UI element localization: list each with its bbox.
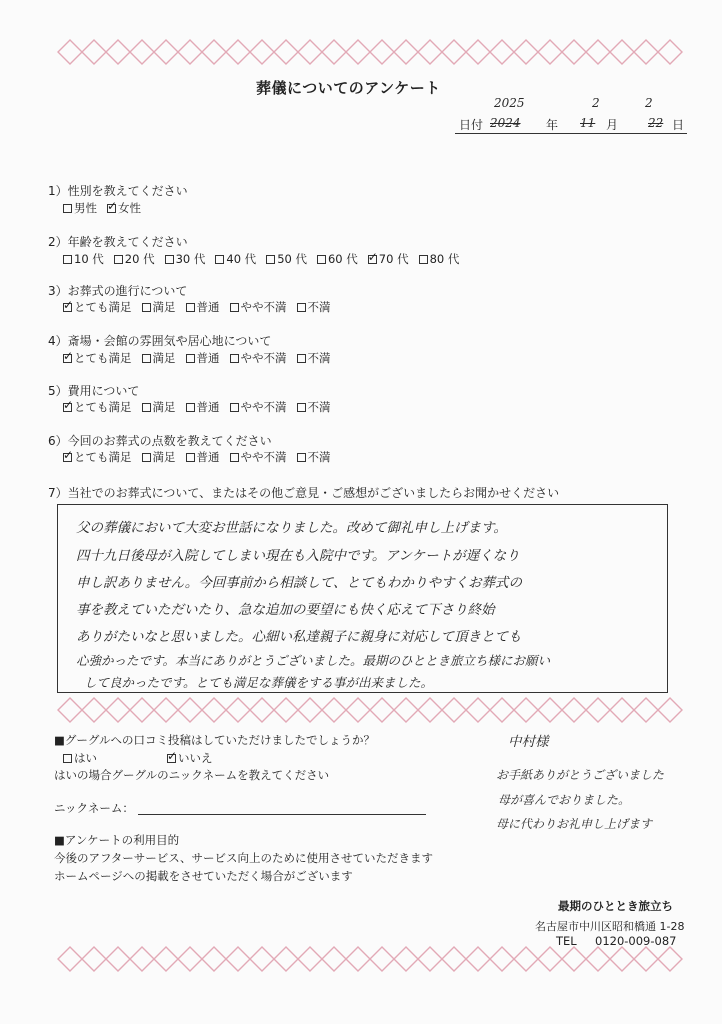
- comment-line: 父の葬儀において大変お世話になりました。改めて御礼申し上げます。: [76, 520, 507, 536]
- reply-line-2: 母が喜んでおりました。: [498, 793, 631, 807]
- option-label: 50 代: [277, 252, 307, 266]
- day-unit: 日: [672, 118, 685, 132]
- diamond-shape: [490, 947, 514, 971]
- diamond-shape: [610, 40, 634, 64]
- option-label: 不満: [307, 400, 331, 414]
- diamond-shape: [226, 698, 250, 722]
- google-yes-checkbox: [63, 754, 72, 763]
- diamond-shape: [538, 40, 562, 64]
- comment-line: 心強かったです。本当にありがとうございました。最期のひととき旅立ち様にお願い: [76, 653, 551, 668]
- option-label: 普通: [196, 450, 220, 464]
- diamond-shape: [250, 947, 274, 971]
- reply-line-1: お手紙ありがとうございました: [496, 768, 665, 782]
- diamond-shape: [442, 947, 466, 971]
- diamond-shape: [250, 40, 274, 64]
- option: [165, 251, 206, 267]
- option: [63, 251, 104, 267]
- option: [297, 399, 331, 415]
- q3-options: [63, 299, 341, 315]
- google-no-checkbox: [167, 754, 176, 763]
- option-label: やや不満: [240, 351, 287, 365]
- bottom-diamond-border: [0, 945, 722, 973]
- option-label: 満足: [152, 400, 176, 414]
- option: [215, 251, 256, 267]
- diamond-shape: [106, 947, 130, 971]
- comment-line: して良かったです。とても満足な葬儀をする事が出来ました。: [84, 675, 434, 690]
- diamond-shape: [418, 947, 442, 971]
- diamond-shape: [58, 698, 82, 722]
- option: [419, 251, 460, 267]
- option: [266, 251, 307, 267]
- month-unit: 月: [606, 118, 619, 132]
- google-options: [63, 750, 223, 766]
- option-label: 満足: [152, 450, 176, 464]
- option: [142, 350, 176, 366]
- option-label: とても満足: [74, 400, 132, 414]
- option-label: とても満足: [74, 351, 132, 365]
- diamond-shape: [490, 698, 514, 722]
- diamond-shape: [538, 698, 562, 722]
- option: [142, 399, 176, 415]
- diamond-shape: [586, 40, 610, 64]
- diamond-shape: [82, 947, 106, 971]
- diamond-shape: [250, 698, 274, 722]
- diamond-shape: [82, 40, 106, 64]
- option-label: とても満足: [74, 300, 132, 314]
- option: [142, 449, 176, 465]
- diamond-shape: [514, 947, 538, 971]
- option-label: 不満: [307, 351, 331, 365]
- option: [63, 200, 97, 216]
- option: [186, 350, 220, 366]
- q1-options: [63, 200, 151, 216]
- day-written: 2: [645, 96, 653, 110]
- date-label: 日付: [459, 118, 484, 132]
- checkbox: [230, 453, 239, 462]
- checkbox: [230, 303, 239, 312]
- checkbox: [266, 255, 275, 264]
- q1-label: 1）性別を教えてください: [48, 184, 188, 198]
- diamond-shape: [298, 698, 322, 722]
- comment-line: 四十九日後母が入院してしまい現在も入院中です。アンケートが遅くなり: [76, 548, 520, 564]
- diamond-shape: [82, 698, 106, 722]
- purpose-heading: ■アンケートの利用目的: [54, 833, 180, 847]
- diamond-shape: [58, 947, 82, 971]
- checkbox: [230, 403, 239, 412]
- q4-label: 4）斎場・会館の雰囲気や居心地について: [48, 334, 272, 348]
- q3-label: 3）お葬式の進行について: [48, 284, 188, 298]
- diamond-shape: [658, 40, 682, 64]
- option-label: 普通: [196, 300, 220, 314]
- q2-label: 2）年齢を教えてください: [48, 235, 188, 249]
- option: [317, 251, 358, 267]
- diamond-shape: [202, 698, 226, 722]
- diamond-shape: [514, 40, 538, 64]
- checkbox: [186, 453, 195, 462]
- diamond-shape: [610, 698, 634, 722]
- comment-line: 申し訳ありません。今回事前から相談して、とてもわかりやすくお葬式の: [76, 575, 523, 591]
- nickname-prompt: はいの場合グーグルのニックネームを教えてください: [54, 768, 330, 782]
- google-question: ■グーグルへの口コミ投稿はしていただけましたでしょうか？: [54, 733, 376, 747]
- checkbox: [63, 255, 72, 264]
- option: [230, 399, 287, 415]
- checkbox: [107, 204, 116, 213]
- option-label: 普通: [196, 400, 220, 414]
- option-label: とても満足: [74, 450, 132, 464]
- diamond-shape: [130, 698, 154, 722]
- diamond-shape: [178, 698, 202, 722]
- diamond-shape: [106, 40, 130, 64]
- month-written: 2: [592, 96, 600, 110]
- company-tel-label: TEL: [556, 934, 577, 948]
- option: [297, 449, 331, 465]
- reply-line-3: 母に代わりお礼申し上げます: [496, 817, 653, 831]
- company-name: 最期のひととき旅立ち: [558, 899, 673, 913]
- q5-label: 5）費用について: [48, 384, 140, 398]
- diamond-shape: [274, 40, 298, 64]
- diamond-shape: [466, 698, 490, 722]
- diamond-shape: [154, 947, 178, 971]
- checkbox: [297, 453, 306, 462]
- option-label: 満足: [152, 351, 176, 365]
- diamond-shape: [178, 947, 202, 971]
- option-label: 60 代: [327, 252, 358, 266]
- checkbox: [142, 453, 151, 462]
- diamond-shape: [634, 698, 658, 722]
- checkbox: [368, 255, 377, 264]
- diamond-shape: [658, 947, 682, 971]
- purpose-line-1: 今後のアフターサービス、サービス向上のために使用させていただきます: [54, 851, 434, 865]
- survey-title: 葬儀についてのアンケート: [256, 79, 441, 97]
- option-label: 不満: [307, 300, 331, 314]
- diamond-shape: [610, 947, 634, 971]
- checkbox: [186, 303, 195, 312]
- diamond-shape: [346, 40, 370, 64]
- option: [63, 299, 132, 315]
- year-struck: 2024: [490, 116, 521, 130]
- option: [186, 449, 220, 465]
- diamond-shape: [322, 698, 346, 722]
- diamond-shape: [370, 40, 394, 64]
- diamond-shape: [394, 698, 418, 722]
- google-yes-option: はい: [63, 750, 97, 766]
- checkbox: [63, 403, 72, 412]
- option-label: やや不満: [240, 300, 287, 314]
- diamond-shape: [394, 947, 418, 971]
- option: [186, 399, 220, 415]
- google-no-option: ✓ いいえ: [167, 750, 213, 766]
- comment-line: 事を教えていただいたり、急な追加の要望にも快く応えて下さり終始: [76, 602, 495, 618]
- checkbox: [297, 354, 306, 363]
- option: [230, 449, 287, 465]
- q2-options: [63, 251, 469, 267]
- diamond-shape: [346, 947, 370, 971]
- checkbox: [230, 354, 239, 363]
- option-label: 30 代: [175, 252, 206, 266]
- option-label: 女性: [118, 201, 141, 215]
- diamond-shape: [466, 40, 490, 64]
- diamond-shape: [538, 947, 562, 971]
- purpose-line-2: ホームページへの掲載をさせていただく場合がございます: [54, 869, 353, 883]
- date-underline: [455, 133, 687, 134]
- diamond-shape: [586, 698, 610, 722]
- nickname-label: ニックネーム：: [54, 801, 134, 815]
- diamond-shape: [178, 40, 202, 64]
- option: [114, 251, 155, 267]
- option-label: 40 代: [226, 252, 257, 266]
- checkbox: [419, 255, 428, 264]
- option: [63, 350, 132, 366]
- diamond-shape: [274, 698, 298, 722]
- comment-line: ありがたいなと思いました。心細い私達親子に親身に対応して頂きとても: [76, 629, 522, 645]
- option: [230, 299, 287, 315]
- diamond-shape: [370, 698, 394, 722]
- option: [230, 350, 287, 366]
- checkbox: [63, 204, 72, 213]
- option-label: 80 代: [429, 252, 460, 266]
- diamond-shape: [466, 947, 490, 971]
- checkbox: [114, 255, 123, 264]
- diamond-shape: [514, 698, 538, 722]
- option: [107, 200, 141, 216]
- diamond-shape: [322, 947, 346, 971]
- option-label: やや不満: [240, 400, 287, 414]
- diamond-shape: [58, 40, 82, 64]
- checkbox: [63, 354, 72, 363]
- q6-label: 6）今回のお葬式の点数を教えてください: [48, 434, 272, 448]
- option-label: やや不満: [240, 450, 287, 464]
- diamond-shape: [586, 947, 610, 971]
- diamond-shape: [202, 947, 226, 971]
- company-tel: 0120-009-087: [595, 934, 677, 948]
- diamond-shape: [106, 698, 130, 722]
- diamond-shape: [154, 698, 178, 722]
- diamond-shape: [562, 698, 586, 722]
- diamond-shape: [442, 698, 466, 722]
- q4-options: [63, 350, 341, 366]
- diamond-shape: [634, 947, 658, 971]
- option-label: 満足: [152, 300, 176, 314]
- option: [368, 251, 409, 267]
- q7-label: 7）当社でのお葬式について、またはその他ご意見・ご感想がございましたらお聞かせください: [48, 486, 560, 500]
- diamond-shape: [634, 40, 658, 64]
- diamond-shape: [658, 698, 682, 722]
- diamond-shape: [130, 947, 154, 971]
- month-struck: 11: [580, 116, 596, 130]
- diamond-shape: [322, 40, 346, 64]
- checkbox: [142, 303, 151, 312]
- year-written: 2025: [494, 96, 525, 110]
- checkbox: [142, 354, 151, 363]
- checkbox: [297, 303, 306, 312]
- checkbox: [186, 403, 195, 412]
- day-struck: 22: [648, 116, 664, 130]
- diamond-shape: [226, 947, 250, 971]
- diamond-shape: [394, 40, 418, 64]
- diamond-shape: [562, 947, 586, 971]
- diamond-shape: [154, 40, 178, 64]
- checkbox: [142, 403, 151, 412]
- checkbox: [215, 255, 224, 264]
- top-diamond-border: [0, 38, 722, 66]
- diamond-shape: [202, 40, 226, 64]
- diamond-shape: [370, 947, 394, 971]
- checkbox: [186, 354, 195, 363]
- option: [63, 399, 132, 415]
- middle-diamond-border: [0, 696, 722, 724]
- checkbox: [63, 303, 72, 312]
- option: [297, 299, 331, 315]
- checkbox: [165, 255, 174, 264]
- checkbox: [63, 453, 72, 462]
- diamond-shape: [274, 947, 298, 971]
- diamond-shape: [226, 40, 250, 64]
- diamond-shape: [298, 947, 322, 971]
- company-address: 名古屋市中川区昭和橋通 1-28: [535, 920, 685, 933]
- diamond-shape: [442, 40, 466, 64]
- checkbox: [297, 403, 306, 412]
- option-label: 普通: [196, 351, 220, 365]
- diamond-shape: [346, 698, 370, 722]
- diamond-shape: [130, 40, 154, 64]
- option: [63, 449, 132, 465]
- option: [142, 299, 176, 315]
- diamond-shape: [562, 40, 586, 64]
- checkbox: [317, 255, 326, 264]
- option-label: 20 代: [124, 252, 155, 266]
- diamond-shape: [298, 40, 322, 64]
- option: [186, 299, 220, 315]
- option-label: 10 代: [74, 252, 104, 266]
- option-label: 男性: [74, 201, 97, 215]
- nickname-underline: [138, 814, 426, 815]
- reply-name: 中村様: [508, 734, 549, 750]
- option: [297, 350, 331, 366]
- diamond-shape: [490, 40, 514, 64]
- option-label: 70 代: [378, 252, 409, 266]
- option-label: 不満: [307, 450, 331, 464]
- diamond-shape: [418, 40, 442, 64]
- year-unit: 年: [546, 118, 559, 132]
- q6-options: [63, 449, 341, 465]
- q5-options: [63, 399, 341, 415]
- diamond-shape: [418, 698, 442, 722]
